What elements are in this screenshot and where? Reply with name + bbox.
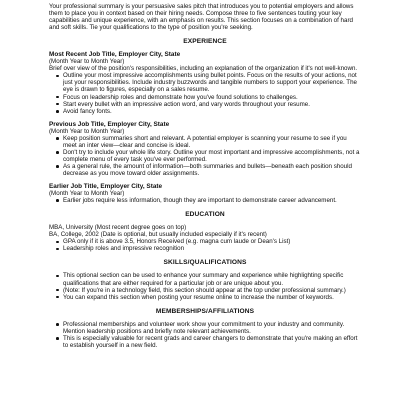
education-bullets <box>49 238 361 252</box>
list-item: As a general rule, the amount of information—both summaries and bullets—beneath each position should decrease as you move toward older assignments. <box>63 163 361 177</box>
list-item: Don't try to include your whole life story. Outline your most important and impressive accomplishments, not a complete menu of every task you've ever performed. <box>63 148 360 163</box>
job-dates: (Month Year to Month Year) <box>49 190 125 198</box>
professional-summary: Your professional summary is your persuasive sales pitch that introduces you to potential employers and allows them to place you in context based on their hiring needs. Compose three to five sentences touting your key capabilities and unique experience, with an emphasis on results. This section focuses on a combination of hard and soft skills. Tie your qualifications to the type of position you're seeking. <box>49 3 354 32</box>
education-degree: MBA, University (Most recent degree goes on top) <box>49 224 187 232</box>
list-item: Professional memberships and volunteer work show your commitment to your industry and community. Mention leadership positions and briefly note relevant achievements. <box>63 321 361 335</box>
job-title: Previous Job Title, Employer City, State <box>49 120 170 128</box>
list-item: Leadership roles and impressive recognition <box>63 245 361 252</box>
list-item: GPA only if it is above 3.5, Honors Received (e.g. magna cum laude or Dean's List) <box>63 238 361 245</box>
list-item: This is especially valuable for recent grads and career changers to demonstrate that you're making an effort to establish yourself in a new field. <box>63 335 361 349</box>
experience-heading: EXPERIENCE <box>183 38 227 46</box>
job-bullets <box>49 72 361 114</box>
education-degree: BA, College, 2002 (Date is optional, but usually included especially if it's recent) <box>49 231 267 239</box>
job-title: Most Recent Job Title, Employer City, State <box>49 51 181 59</box>
job-overview: Brief over view of the position's responsibilities, including an explanation of the organization if it's not well-known. <box>49 65 358 73</box>
list-item: Earlier jobs require less information, though they are important to demonstrate career advancement. <box>63 197 361 204</box>
job-dates: (Month Year to Month Year) <box>49 58 125 66</box>
list-item: You can expand this section when posting your resume online to increase the number of keywords. <box>63 294 361 301</box>
list-item: Keep position summaries short and relevant. A potential employer is scanning your resume to see if you meet an inter view—clear and concise is ideal. <box>63 135 361 149</box>
job-title: Earlier Job Title, Employer City, State <box>49 183 163 191</box>
education-heading: EDUCATION <box>185 211 225 219</box>
list-item: This optional section can be used to enhance your summary and experience while highlighting specific qualifications that are either required for a particular job or are unique about you. <box>63 272 361 286</box>
skills-bullets <box>49 272 361 300</box>
job-bullets <box>49 197 361 204</box>
job-dates: (Month Year to Month Year) <box>49 127 125 135</box>
list-item: Avoid fancy fonts. <box>63 108 361 115</box>
resume-page <box>49 3 361 349</box>
skills-heading: SKILLS/QUALIFICATIONS <box>163 259 247 267</box>
job-bullets <box>49 135 361 177</box>
job-entry-most-recent <box>49 51 361 114</box>
job-entry-previous <box>49 121 361 177</box>
job-entry-earlier <box>49 183 361 204</box>
memberships-heading: MEMBERSHIPS/AFFILIATIONS <box>155 307 255 315</box>
list-item: Focus on leadership roles and demonstrate how you've found solutions to challenges. <box>63 94 361 101</box>
list-item: Outline your most impressive accomplishments using bullet points. Focus on the results of your actions, not just your responsibilities. Include industry buzzwords and tangible numbers to support your experience. The eye is drawn to figures, especially on a sales resume. <box>63 72 361 93</box>
list-item: Start every bullet with an impressive action word, and vary words throughout your resume. <box>63 101 361 108</box>
list-item: (Note: If you're in a technology field, this section should appear at the top under professional summary.) <box>63 287 361 294</box>
memberships-bullets <box>49 321 361 349</box>
